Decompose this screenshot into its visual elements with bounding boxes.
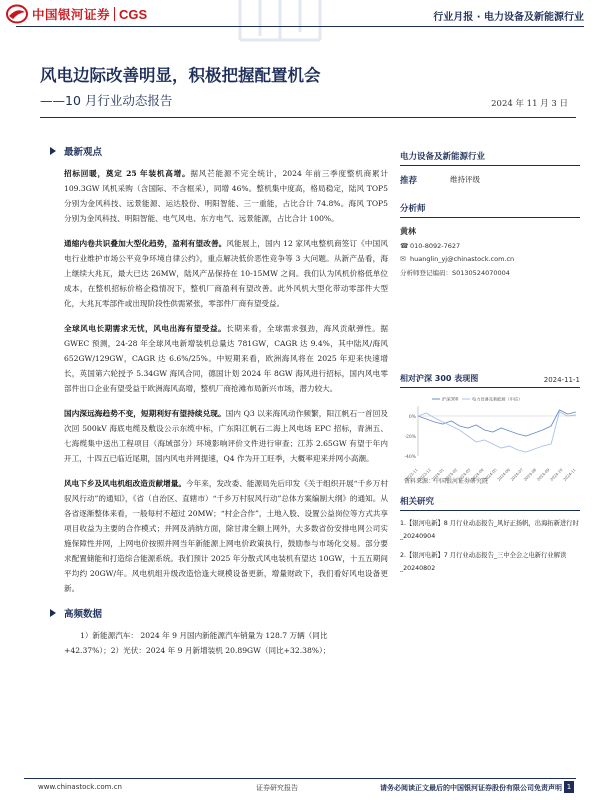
x-tick-label: 2024-10 xyxy=(548,467,564,482)
paragraph-lead: 全球风电长期需求无忧，风电出海有望受益。 xyxy=(64,324,227,333)
x-tick-label: 2024-07 xyxy=(509,467,525,482)
related-item[interactable]: 1.【银河电新】8 月行业动态报告_风好正扬帆，出海拓新进行时_20240904 xyxy=(400,520,579,540)
analyst-email[interactable] xyxy=(400,255,580,263)
chart-header xyxy=(400,373,580,388)
report-title: 风电边际改善明显，积极把握配置机会 xyxy=(40,66,321,85)
phone-icon: ☎ xyxy=(400,242,409,250)
x-tick-label: 2023-12 xyxy=(417,467,432,482)
series-line xyxy=(418,412,576,452)
section-bullet-icon xyxy=(50,147,56,155)
viewpoint-paragraph xyxy=(64,321,388,396)
legend-label: 沪深300 xyxy=(442,396,459,402)
report-date: 2024 年 11 月 3 日 xyxy=(491,99,568,109)
section-header-latest xyxy=(46,144,388,158)
x-tick-label: 2024-03 xyxy=(456,467,472,482)
analyst-name: 黄林 xyxy=(400,227,416,236)
section-bullet-icon xyxy=(50,609,56,617)
related-item[interactable]: 2.【银河电新】7 月行业动态报告_三中全会之电新行业解读_20240802 xyxy=(400,552,567,572)
chart-title: 相对沪深 300 表现图 xyxy=(400,374,479,383)
x-tick-label: 2024-06 xyxy=(496,467,511,482)
x-tick-label: 2024-01 xyxy=(430,467,446,482)
chart-source: 资料来源：中国银河证券研究院 xyxy=(404,478,489,485)
brand-name-cn: 中国银河证券 xyxy=(32,7,111,22)
x-tick-label: 2024-04 xyxy=(469,467,485,482)
brand-logo-icon xyxy=(6,4,28,24)
paragraph-body: 据风芒能源不完全统计，2024 年前三季度整机商累计 109.3GW 风机采购（含国际、不含框采），同增 46%。整机集中度高，格局稳定，陆风 TOP5 分别为金风科技、远景能源、运达股份、明阳智能、三一重能，占比合计 74.8%。海风 TOP5 分别为金风科技、明阳智能、电气风电、东方电气、远景能源，占比合计 100%。 xyxy=(64,169,388,223)
logo-divider xyxy=(114,7,115,21)
y-tick-label: 0% xyxy=(408,415,416,420)
paragraph-body: 国内 Q3 以来海风动作频繁，阳江帆石一首回及次回 500kV 海底电缆及敷设公示东缆中标，广东阳江帆石二海上风电场 EPC 招标，青洲五、七海缆集中送出工程项目（海域部分）环境影响评价文件进行审查；江苏 2.65GW 有望于年内开工，十四五已临近尾期，国内风电并网提速，Q4 作为开工旺季，大概率迎来并网小高潮。 xyxy=(64,409,388,463)
x-tick-label: 2023-11 xyxy=(404,467,419,482)
chart-date: 2024-11-1 xyxy=(543,376,580,384)
viewpoint-paragraph xyxy=(64,236,388,311)
email-address[interactable]: huanglin_yj@chinastock.com.cn xyxy=(410,255,515,263)
section-header-hf xyxy=(46,606,388,620)
footer-label: 证券研究报告 xyxy=(256,784,298,792)
footer-divider xyxy=(24,778,576,779)
related-research xyxy=(400,489,580,575)
license-number: 分析师登记编码：S0130524070004 xyxy=(400,269,510,277)
related-heading: 相关研究 xyxy=(400,495,580,511)
header-divider xyxy=(16,26,584,27)
rating-value: 维持评级 xyxy=(450,175,480,184)
paragraph-lead: 国内深远海趋势不变，短期利好有望持续兑现。 xyxy=(64,409,226,418)
page-number: 1 xyxy=(564,781,574,793)
y-tick-label: -40% xyxy=(404,455,416,460)
paragraph-body: 风能展上，国内 12 家风电整机商签订《中国风电行业维护市场公平竞争环境自律公约》，重点解决低价恶性竞争等 3 大问题。从新产品看，海上继续大兆瓦，最大已达 26MW，陆风产品保持在 10-15MW 之间。我们认为风机价格低单位成本，在整机招标价格企稳情况下，整机厂商盈利有望改善。此外风机大型化带动零部件大型化，大兆瓦零部件或出现阶段性供需紧张，零部件厂商有望受益。 xyxy=(64,239,388,308)
footer-url[interactable]: www.chinastock.com.cn xyxy=(38,783,122,791)
paragraph-body: 今年来，发改委、能源局先后印发《关于组织开展“千乡万村驭风行动”的通知》，《省（自治区、直辖市）“千乡万村驭风行动”总体方案编制大纲》的通知。从各省逐渐整体来看，一般每村不超过 20MW；“村企合作”，土地入股、设置公益岗位等方式共享项目收益为主要的合作模式；并网及消纳方面，除甘肃全额上网外，大多数省份安排电网公司实施保障性并网，上网电价按照并网当年新能源上网电价政策执行，鼓励参与市场化交易。部分要求配置储能和打造综合能源系统。我们预计 2025 年分散式风电装机有望达 10GW，十五五期间平均约 20GW/年。风电机组升级改造恰逢大规模设备更新，增量财政下，我们看好风电设备更新。 xyxy=(64,479,388,593)
hf-data-line: +42.37%）；2）光伏：2024 年 9 月新增装机 20.89GW（同比+32.38%）； xyxy=(64,646,331,655)
phone-number: 010-8092-7627 xyxy=(410,242,461,250)
x-tick-label: 2024-08 xyxy=(522,467,538,482)
paragraph-lead: 风电下乡及风电机组改造贡献增量。 xyxy=(64,479,186,488)
mail-icon: ✉ xyxy=(400,255,406,263)
analyst-license xyxy=(400,268,580,277)
main-content xyxy=(46,144,388,658)
report-subtitle: ——10 月行业动态报告 xyxy=(40,93,173,108)
page-footer xyxy=(0,772,600,800)
industry-heading: 电力设备及新能源行业 xyxy=(400,150,580,166)
x-tick-label: 2024-05 xyxy=(483,467,498,482)
rating-label: 推荐 xyxy=(400,176,418,186)
x-tick-label: 2024-09 xyxy=(535,467,551,482)
paragraph-body: 长期来看，全球需求强劲，海风贡献弹性。据 GWEC 预测，24-28 年全球风电新增装机总量达 781GW，CAGR 达 9.4%，其中陆风/海风 652GW/129GW，CAGR 达 6.6%/25%。中短期来看，欧洲海风将在 2025 年迎来快速增长，英国第六轮授予 5.34GW 海风合同，德国计划 2024 年 8GW 海风进行招标，国内风电零部件出口企业有望受益于欧洲海风高增，整机厂商抢滩布局新兴市场，潜力较大。 xyxy=(64,324,389,393)
viewpoint-paragraph xyxy=(64,476,388,596)
section-title: 最新观点 xyxy=(64,147,103,158)
brand-name-en: CGS xyxy=(119,6,148,22)
top-bar xyxy=(0,0,600,30)
y-tick-label: -20% xyxy=(404,435,416,440)
watermark-graphic xyxy=(230,0,340,44)
viewpoint-paragraph xyxy=(64,406,388,466)
paragraph-lead: 招标回暖，奠定 25 年装机高增。 xyxy=(64,169,191,178)
legend-label: 电力设备及新能源（中信） xyxy=(472,396,523,402)
analyst-phone xyxy=(400,242,580,250)
brand-logo xyxy=(6,3,147,25)
viewpoint-paragraph xyxy=(64,166,388,226)
paragraph-lead: 通缩内卷共识叠加大型化趋势，盈利有望改善。 xyxy=(64,239,227,248)
rating-row xyxy=(400,174,580,186)
analyst-heading: 分析师 xyxy=(400,202,580,218)
title-divider xyxy=(40,117,576,118)
section-title: 高频数据 xyxy=(64,609,103,620)
series-line xyxy=(418,410,576,436)
x-tick-label: 2024-02 xyxy=(443,467,459,482)
hf-data-line: 1）新能源汽车： 2024 年 9 月国内新能源汽车销量为 128.7 万辆（同比 xyxy=(80,631,328,640)
x-tick-label: 2024-11 xyxy=(562,467,577,482)
report-category: 行业月报 · 电力设备及新能源行业 xyxy=(433,12,584,23)
footer-disclaimer: 请务必阅读正文最后的中国银河证券股份有限公司免责声明 xyxy=(380,784,562,792)
sidebar xyxy=(400,144,580,277)
